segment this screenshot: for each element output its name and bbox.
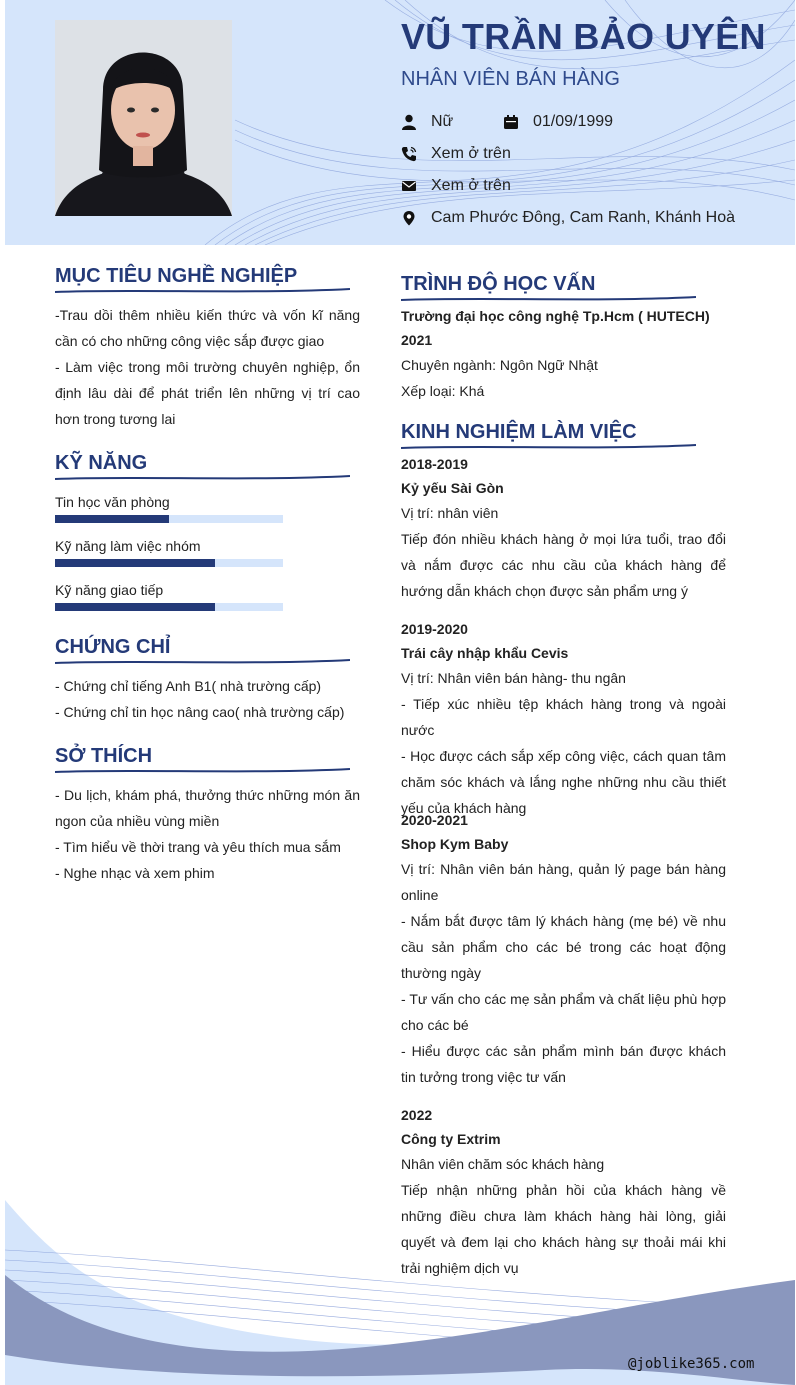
job-company: Công ty Extrim [401, 1131, 501, 1147]
job-company: Kỷ yếu Sài Gòn [401, 480, 504, 496]
certificates-underline [55, 659, 350, 665]
job-period: 2020-2021 [401, 812, 468, 828]
certificate-item: - Chứng chỉ tiếng Anh B1( nhà trường cấp) [55, 678, 322, 694]
experience-title: KINH NGHIỆM LÀM VIỆC [401, 421, 637, 443]
hobbies-title: SỞ THÍCH [55, 745, 153, 767]
gender-row [401, 113, 453, 131]
objective-line: - Làm việc trong môi trường chuyên nghiệp, ổn định lâu dài để phát triển lên những vị trí cao hơn trong tương lai [55, 359, 360, 427]
job-line: - Hiểu được các sản phẩm mình bán được khách tin tưởng trong việc tư vấn [401, 1043, 726, 1085]
experience-job [401, 808, 726, 1090]
phone-icon [401, 146, 417, 162]
education-school: Trường đại học công nghệ Tp.Hcm ( HUTECH) [401, 308, 710, 324]
objective-title: MỤC TIÊU NGHỀ NGHIỆP [55, 265, 298, 287]
skill-label: Kỹ năng làm việc nhóm [55, 538, 201, 554]
phone-value: Xem ở trên [431, 145, 511, 162]
job-line: - Nắm bắt được tâm lý khách hàng (mẹ bé) về nhu cầu sản phẩm cho các bé trong các hoạt động thường ngày [401, 913, 726, 981]
cv-page [5, 0, 795, 1385]
job-line: - Tư vấn cho các mẹ sản phẩm và chất liệu phù hợp cho các bé [401, 991, 726, 1033]
education-title: TRÌNH ĐỘ HỌC VẤN [401, 273, 596, 295]
objective-text [55, 302, 360, 432]
skill-label: Kỹ năng giao tiếp [55, 582, 164, 598]
skill-bar [55, 515, 283, 523]
job-line: Tiếp đón nhiều khách hàng ở mọi lứa tuổi, trao đổi và nắm được các nhu cầu của khách hàng để hướng dẫn khách chọn được sản phẩm ưng ý [401, 531, 726, 599]
candidate-name: VŨ TRẦN BẢO UYÊN [401, 16, 766, 57]
certificates-title: CHỨNG CHỈ [55, 636, 171, 658]
user-icon [401, 114, 417, 130]
education-block [401, 304, 726, 404]
job-line: Vị trí: nhân viên [401, 505, 499, 521]
job-title: NHÂN VIÊN BÁN HÀNG [401, 68, 620, 90]
hobby-item: - Tìm hiểu về thời trang và yêu thích mua sắm [55, 839, 341, 855]
objective-underline [55, 288, 350, 294]
skill-bar [55, 559, 283, 567]
person-portrait-icon [55, 20, 232, 216]
calendar-icon [503, 114, 519, 130]
address-row [401, 209, 735, 227]
email-value: Xem ở trên [431, 177, 511, 194]
education-rank: Xếp loại: Khá [401, 383, 485, 399]
education-major: Chuyên ngành: Ngôn Ngữ Nhật [401, 357, 598, 373]
job-line: Tiếp nhận những phản hồi của khách hàng về những điều chưa làm khách hàng hài lòng, giải quyết và đem lại cho khách hàng sự thoải mái khi trải nghiệm dịch vụ [401, 1182, 726, 1276]
job-company: Trái cây nhập khẩu Cevis [401, 645, 569, 661]
birthdate-row [503, 113, 613, 131]
skill-label: Tin học văn phòng [55, 494, 170, 510]
education-underline [401, 296, 696, 302]
experience-underline [401, 444, 696, 450]
skill-bar-fill [55, 559, 215, 567]
job-period: 2018-2019 [401, 456, 468, 472]
watermark: @joblike365.com [628, 1356, 755, 1372]
job-line: Vị trí: Nhân viên bán hàng- thu ngân [401, 670, 626, 686]
hobby-item: - Du lịch, khám phá, thưởng thức những món ăn ngon của nhiều vùng miền [55, 787, 360, 829]
skill-bar-fill [55, 603, 215, 611]
job-line: Vị trí: Nhân viên bán hàng, quản lý page bán hàng online [401, 861, 726, 903]
certificates-list [55, 673, 365, 725]
hobbies-underline [55, 768, 350, 774]
birthdate-value: 01/09/1999 [533, 113, 614, 130]
job-period: 2022 [401, 1107, 433, 1123]
skill-bar-fill [55, 515, 169, 523]
hobby-item: - Nghe nhạc và xem phim [55, 865, 215, 881]
skills-underline [55, 475, 350, 481]
address-value: Cam Phước Đông, Cam Ranh, Khánh Hoà [431, 209, 736, 226]
skills-title: KỸ NĂNG [55, 452, 148, 474]
skill-bar [55, 603, 283, 611]
objective-line: -Trau dồi thêm nhiều kiến thức và vốn kĩ năng cần có cho những công việc sắp được giao [55, 307, 360, 349]
hobbies-list [55, 782, 360, 886]
education-year: 2021 [401, 332, 433, 348]
envelope-icon [401, 178, 417, 194]
experience-job [401, 452, 726, 604]
job-line: - Học được cách sắp xếp công việc, cách quan tâm chăm sóc khách và lắng nghe những nhu cầu thiết yếu của khách hàng [401, 748, 726, 816]
profile-photo [55, 20, 232, 216]
job-company: Shop Kym Baby [401, 836, 509, 852]
location-pin-icon [401, 210, 417, 226]
job-period: 2019-2020 [401, 621, 468, 637]
certificate-item: - Chứng chỉ tin học nâng cao( nhà trường cấp) [55, 704, 345, 720]
experience-job [401, 617, 726, 821]
email-row [401, 177, 511, 195]
job-line: - Tiếp xúc nhiều tệp khách hàng trong và ngoài nước [401, 696, 726, 738]
job-line: Nhân viên chăm sóc khách hàng [401, 1156, 605, 1172]
phone-row [401, 145, 511, 163]
gender-value: Nữ [431, 113, 454, 130]
